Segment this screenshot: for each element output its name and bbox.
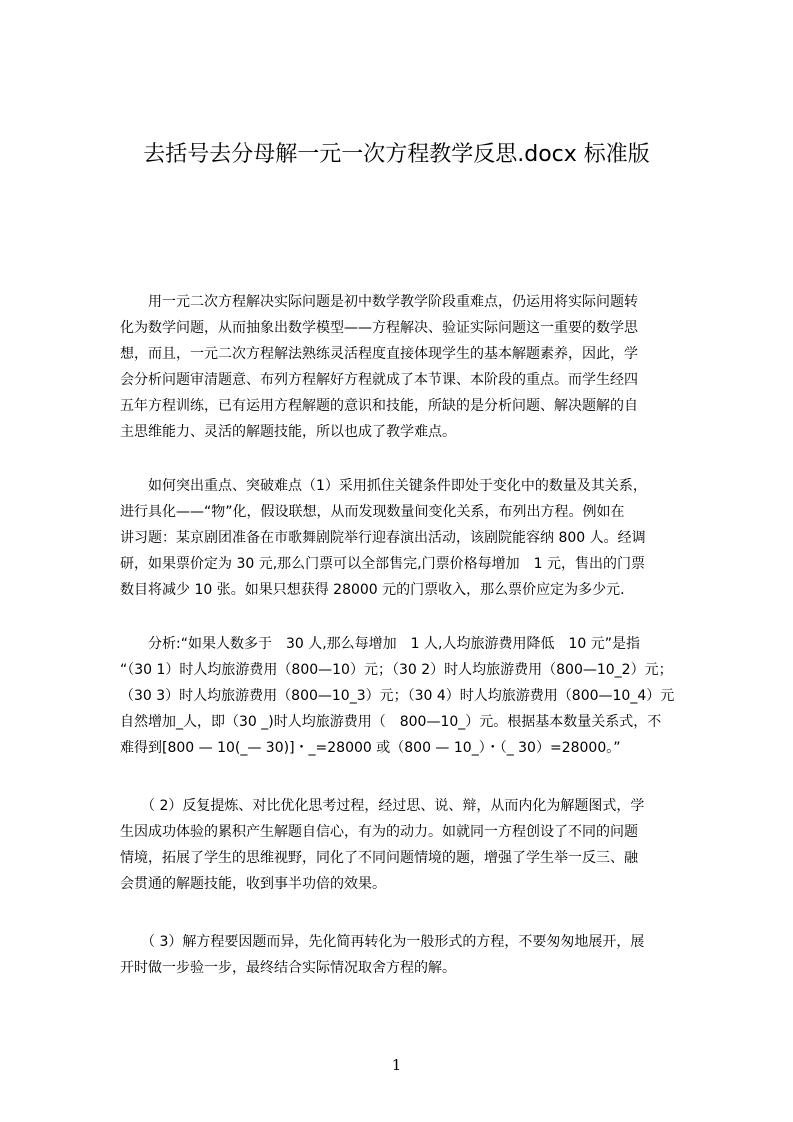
paragraph-line: 会分析问题审清题意、布列方程解好方程就成了本节课、本阶段的重点。而学生经四: [120, 372, 638, 388]
paragraph-line: （30 3）时人均旅游费用（800—10_3）元；（30 4）时人均旅游费用（800—10_4）元: [120, 688, 675, 704]
paragraph-line: “（30 1）时人均旅游费用（800—10）元；（30 2）时人均旅游费用（800—10_2）元；: [120, 662, 673, 678]
paragraph-line: 会贯通的解题技能，收到事半功倍的效果。: [120, 876, 386, 892]
paragraph-line: 如何突出重点、突破难点（1）采用抓住关键条件即处于变化中的数量及其关系，: [120, 478, 647, 494]
paragraph-4: [120, 793, 700, 897]
paragraph-line: 生因成功体验的累积产生解题自信心，有为的动力。如就同一方程创设了不同的问题: [120, 824, 638, 840]
paragraph-line: 开时做一步验一步，最终结合实际情况取舍方程的解。: [120, 960, 456, 976]
paragraph-line: 用一元二次方程解决实际问题是初中数学教学阶段重难点，仍运用将实际问题转: [120, 294, 638, 310]
paragraph-line: （ 2）反复提炼、对比优化思考过程，经过思、说、辩，从而内化为解题图式，学: [120, 798, 645, 814]
paragraph-line: 自然增加_人，即（30 _)时人均旅游费用（ 800—10_）元。根据基本数量关系式，不: [120, 714, 662, 730]
paragraph-line: （ 3）解方程要因题而异，先化简再转化为一般形式的方程，不要匆匆地展开，展: [120, 934, 645, 950]
paragraph-line: 化为数学问题，从而抽象出数学模型——方程解决、验证实际问题这一重要的数学思: [120, 320, 638, 336]
paragraph-3: [120, 631, 700, 761]
paragraph-line: 想，而且，一元二次方程解法熟练灵活程度直接体现学生的基本解题素养，因此，学: [120, 346, 638, 362]
paragraph-2: [120, 473, 700, 603]
page-number: 1: [391, 1056, 402, 1074]
paragraph-line: 难得到[800 — 10(_— 30)]・_=28000 或（800 — 10_）・（_ 30）=28000。”: [120, 740, 621, 756]
paragraph-line: 分析:“如果人数多于 30 人,那么每增加 1 人,人均旅游费用降低 10 元”是指: [120, 636, 641, 652]
paragraph-line: 研，如果票价定为 30 元,那么门票可以全部售完,门票价格每增加 1 元，售出的门票: [120, 556, 645, 572]
document-title: 去括号去分母解一元一次方程教学反思.docx 标准版: [143, 142, 650, 167]
paragraph-line: 数目将减少 10 张。如果只想获得 28000 元的门票收入，那么票价应定为多少元.: [120, 582, 625, 598]
paragraph-line: 进行具化——“物”化，假设联想，从而发现数量间变化关系，布列出方程。例如在: [120, 504, 625, 520]
paragraph-line: 主思维能力、灵活的解题技能，所以也成了教学难点。: [120, 424, 456, 440]
paragraph-line: 五年方程训练，已有运用方程解题的意识和技能，所缺的是分析问题、解决题解的自: [120, 398, 638, 414]
paragraph-line: 讲习题：某京剧团准备在市歌舞剧院举行迎春演出活动，该剧院能容纳 800 人。经调: [120, 530, 646, 546]
paragraph-1: [120, 289, 700, 445]
paragraph-5: [120, 929, 700, 981]
paragraph-line: 情境，拓展了学生的思维视野，同化了不同问题情境的题，增强了学生举一反三、融: [120, 850, 638, 866]
